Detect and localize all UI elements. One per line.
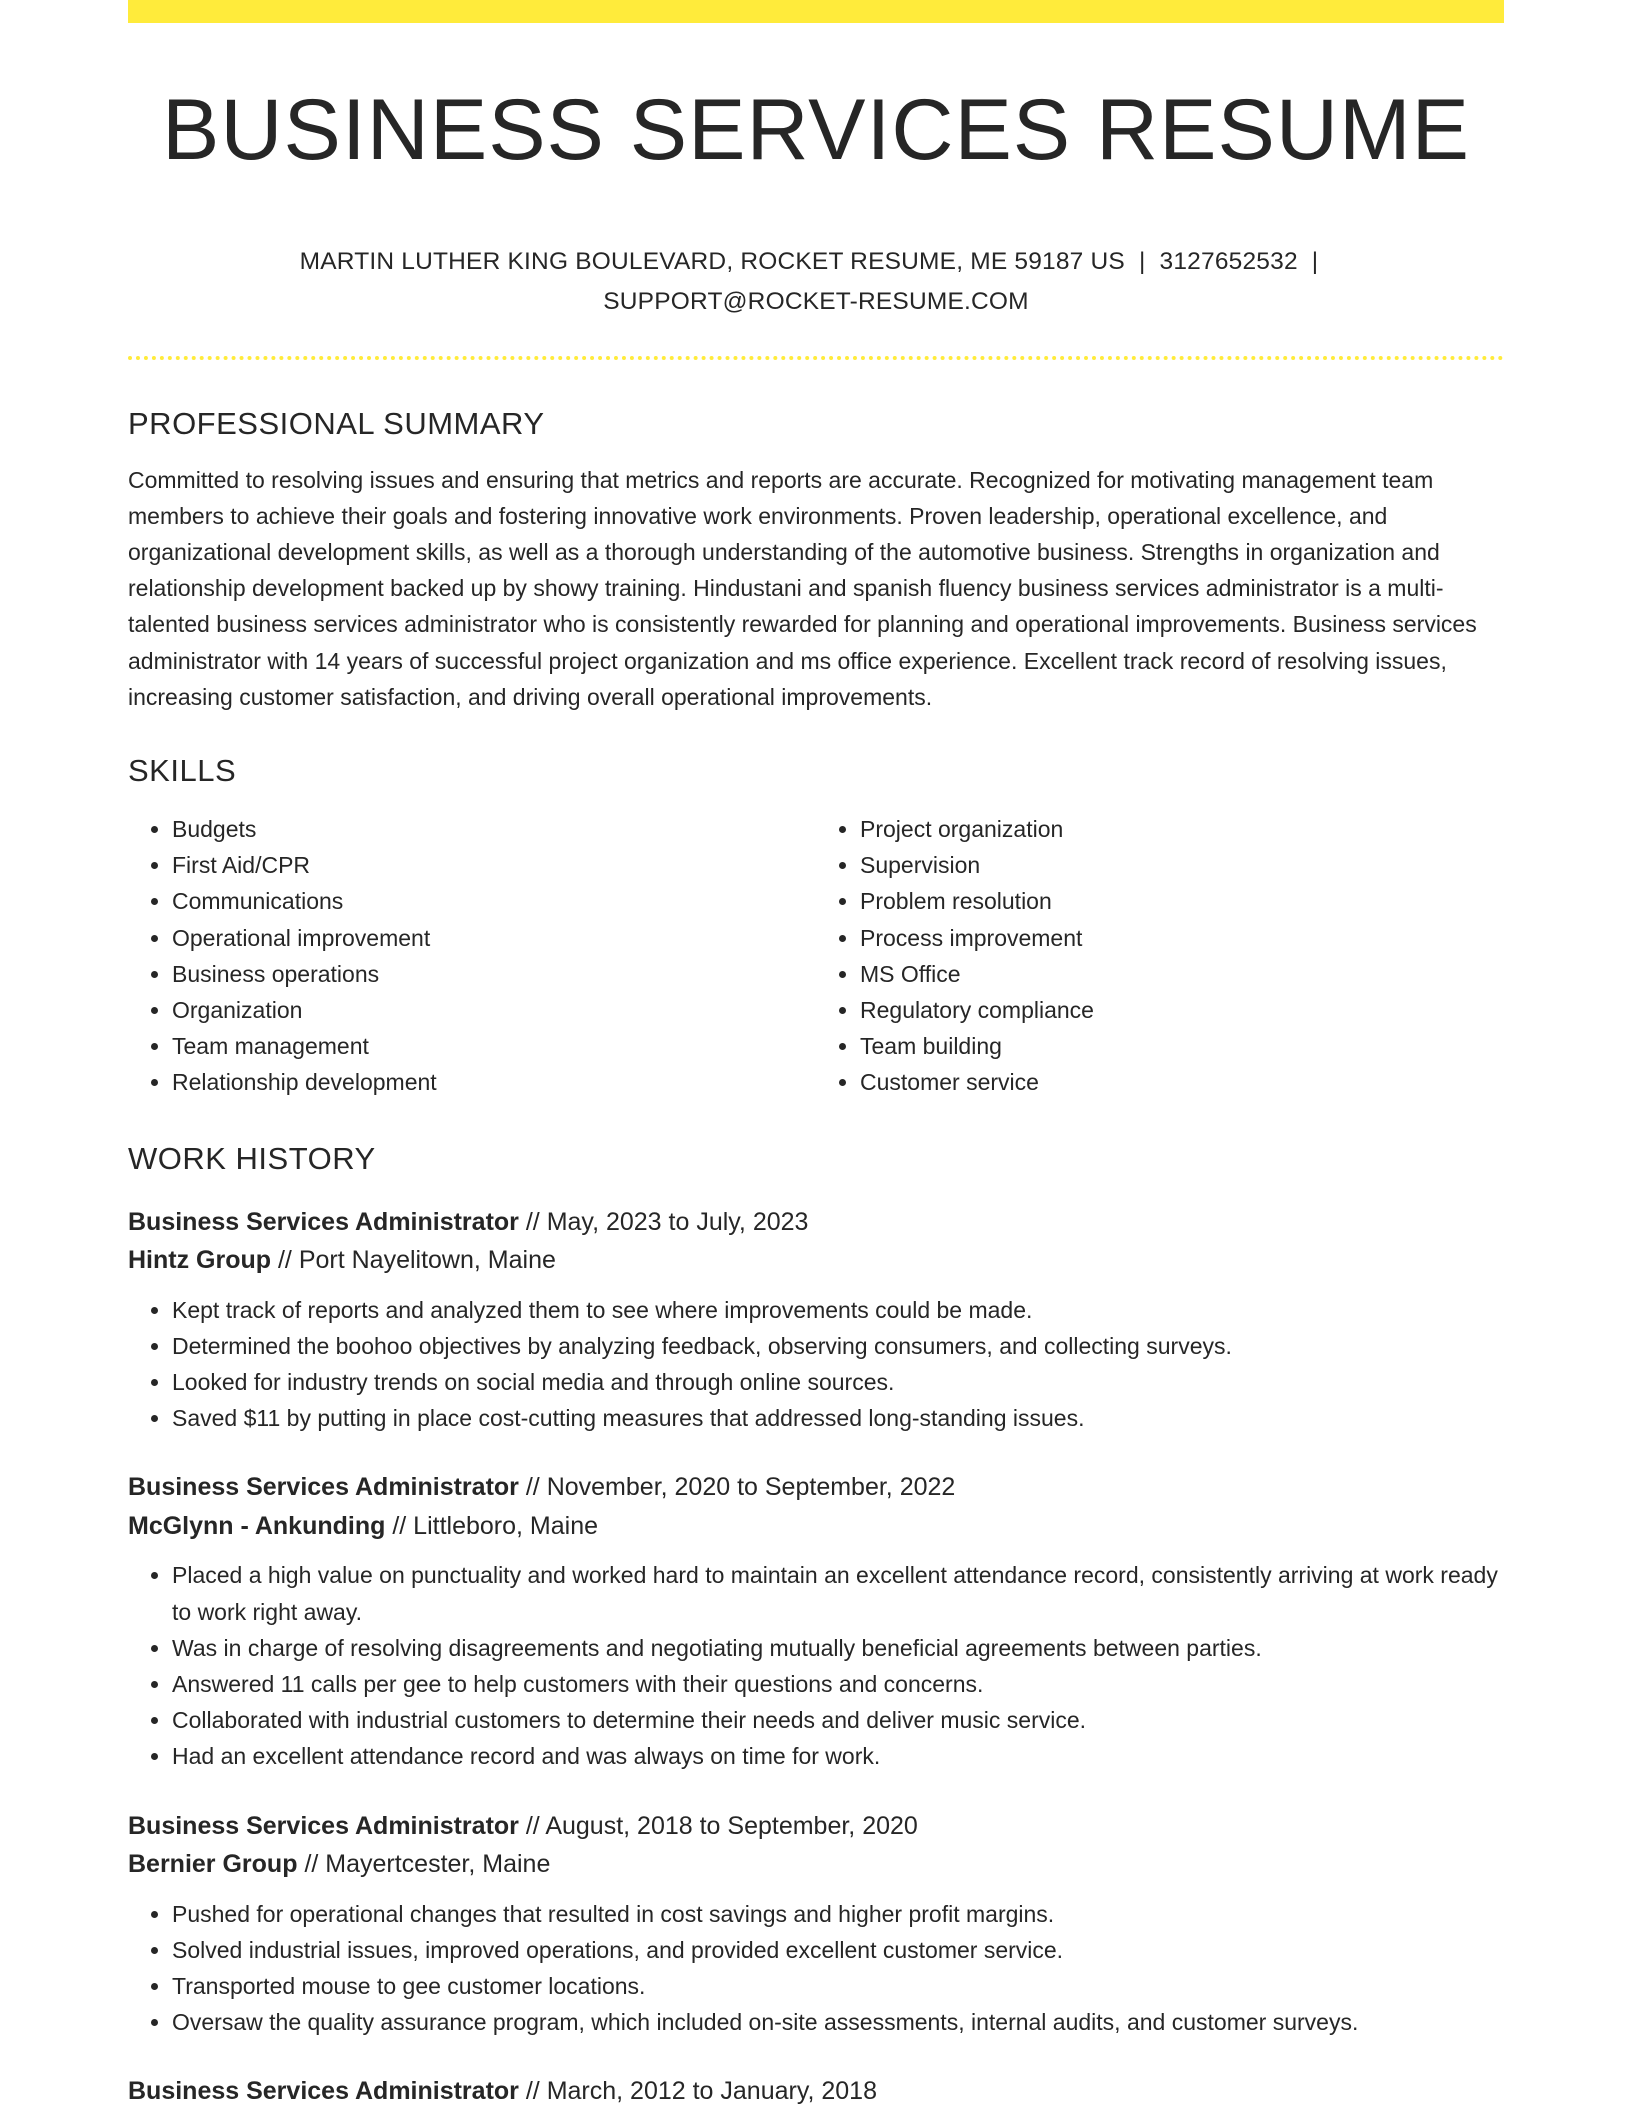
skill-item: • Customer service <box>860 1064 1504 1100</box>
contact-line-2 <box>128 282 1504 322</box>
skills-heading: SKILLS <box>128 753 237 789</box>
job-title: Business Services Administrator <box>128 1473 519 1502</box>
skill-item: • Operational improvement <box>172 920 816 956</box>
job-company-line <box>128 1241 1504 1280</box>
job-bullet: • Was in charge of resolving disagreements and negotiating mutually beneficial agreements between parties. <box>172 1630 1504 1666</box>
contact-phone: 3127652532 <box>1159 247 1298 275</box>
dotted-divider <box>128 356 1504 360</box>
skill-item: • Communications <box>172 883 816 919</box>
job-bullet: • Answered 11 calls per gee to help customers with their questions and concerns. <box>172 1666 1504 1702</box>
job-title-line <box>128 1807 1504 1846</box>
job-company: Bernier Group <box>128 1850 298 1879</box>
skill-item: • Budgets <box>172 811 816 847</box>
job-title-line <box>128 1468 1504 1507</box>
job-bullets <box>128 1557 1504 1774</box>
job-bullet: • Had an excellent attendance record and was always on time for work. <box>172 1738 1504 1774</box>
skill-item: • Process improvement <box>860 920 1504 956</box>
job-company-line <box>128 1507 1504 1546</box>
skills-list <box>128 811 1504 1101</box>
skill-item: • Team management <box>172 1028 816 1064</box>
job-bullet: • Oversaw the quality assurance program, which included on-site assessments, internal audits, and customer surveys. <box>172 2004 1504 2040</box>
skill-item: • Supervision <box>860 847 1504 883</box>
job-bullets <box>128 1896 1504 2041</box>
job-dates: // August, 2018 to September, 2020 <box>525 1811 918 1840</box>
skill-item: • Problem resolution <box>860 883 1504 919</box>
job-bullet: • Saved $11 by putting in place cost-cutting measures that addressed long-standing issues. <box>172 1400 1504 1436</box>
job-company: McGlynn - Ankunding <box>128 1511 386 1540</box>
skill-item: • Business operations <box>172 956 816 992</box>
contact-info <box>128 242 1504 322</box>
job-entry <box>128 1203 1504 1437</box>
skill-item: • Project organization <box>860 811 1504 847</box>
skill-item: • Regulatory compliance <box>860 992 1504 1028</box>
skill-item: • Organization <box>172 992 816 1028</box>
job-location: // Mayertcester, Maine <box>304 1850 551 1879</box>
job-location: // Port Nayelitown, Maine <box>277 1246 556 1275</box>
contact-address: MARTIN LUTHER KING BOULEVARD, ROCKET RESUME, ME 59187 US <box>299 247 1125 275</box>
job-title: Business Services Administrator <box>128 1207 519 1236</box>
job-location: // Littleboro, Maine <box>392 1511 599 1540</box>
job-title-line <box>128 2072 1504 2111</box>
job-bullet: • Kept track of reports and analyzed them to see where improvements could be made. <box>172 1292 1504 1328</box>
skill-item: • Team building <box>860 1028 1504 1064</box>
skill-item: • Relationship development <box>172 1064 816 1100</box>
skill-item: • MS Office <box>860 956 1504 992</box>
job-dates: // May, 2023 to July, 2023 <box>525 1207 809 1236</box>
contact-email: SUPPORT@ROCKET-RESUME.COM <box>603 287 1029 315</box>
job-company-line <box>128 1845 1504 1884</box>
job-bullet: • Solved industrial issues, improved operations, and provided excellent customer service. <box>172 1932 1504 1968</box>
job-entry <box>128 1468 1504 1774</box>
job-bullets <box>128 1292 1504 1437</box>
top-accent-bar <box>128 0 1504 23</box>
skills-column-right <box>816 811 1504 1101</box>
skill-item: • First Aid/CPR <box>172 847 816 883</box>
job-entry <box>128 1807 1504 2041</box>
resume-title: BUSINESS SERVICES RESUME <box>162 82 1470 178</box>
contact-separator: | <box>1311 247 1319 275</box>
job-title: Business Services Administrator <box>128 1811 519 1840</box>
work-history-heading: WORK HISTORY <box>128 1140 376 1176</box>
job-entry <box>128 2072 1504 2111</box>
resume-page <box>128 0 1504 2111</box>
contact-separator: | <box>1138 247 1146 275</box>
job-bullet: • Placed a high value on punctuality and worked hard to maintain an excellent attendance record, consistently arriving at work ready to work right away. <box>172 1557 1504 1629</box>
summary-text: Committed to resolving issues and ensuring that metrics and reports are accurate. Recognized for motivating management team members to achieve their goals and fostering innovative work environments. Proven leadership, operational excellence, and organizational development skills, as well as a thorough understanding of the automotive business. Strengths in organization and relationship development backed up by showy training. Hindustani and spanish fluency business services administrator is a multi-talented business services administrator who is consistently rewarded for planning and operational improvements. Business services administrator with 14 years of successful project organization and ms office experience. Excellent track record of resolving issues, increasing customer satisfaction, and driving overall operational improvements. <box>128 466 1477 710</box>
job-bullet: • Determined the boohoo objectives by analyzing feedback, observing consumers, and collecting surveys. <box>172 1328 1504 1364</box>
job-dates: // November, 2020 to September, 2022 <box>525 1473 956 1502</box>
job-bullet: • Transported mouse to gee customer locations. <box>172 1968 1504 2004</box>
job-title-line <box>128 1203 1504 1242</box>
job-bullet: • Collaborated with industrial customers to determine their needs and deliver music service. <box>172 1702 1504 1738</box>
job-dates: // March, 2012 to January, 2018 <box>525 2077 877 2106</box>
job-bullet: • Looked for industry trends on social media and through online sources. <box>172 1364 1504 1400</box>
summary-heading: PROFESSIONAL SUMMARY <box>128 405 545 441</box>
job-bullet: • Pushed for operational changes that resulted in cost savings and higher profit margins. <box>172 1896 1504 1932</box>
skills-column-left <box>128 811 816 1101</box>
contact-line-1 <box>128 242 1504 282</box>
job-title: Business Services Administrator <box>128 2077 519 2106</box>
job-company: Hintz Group <box>128 1246 272 1275</box>
